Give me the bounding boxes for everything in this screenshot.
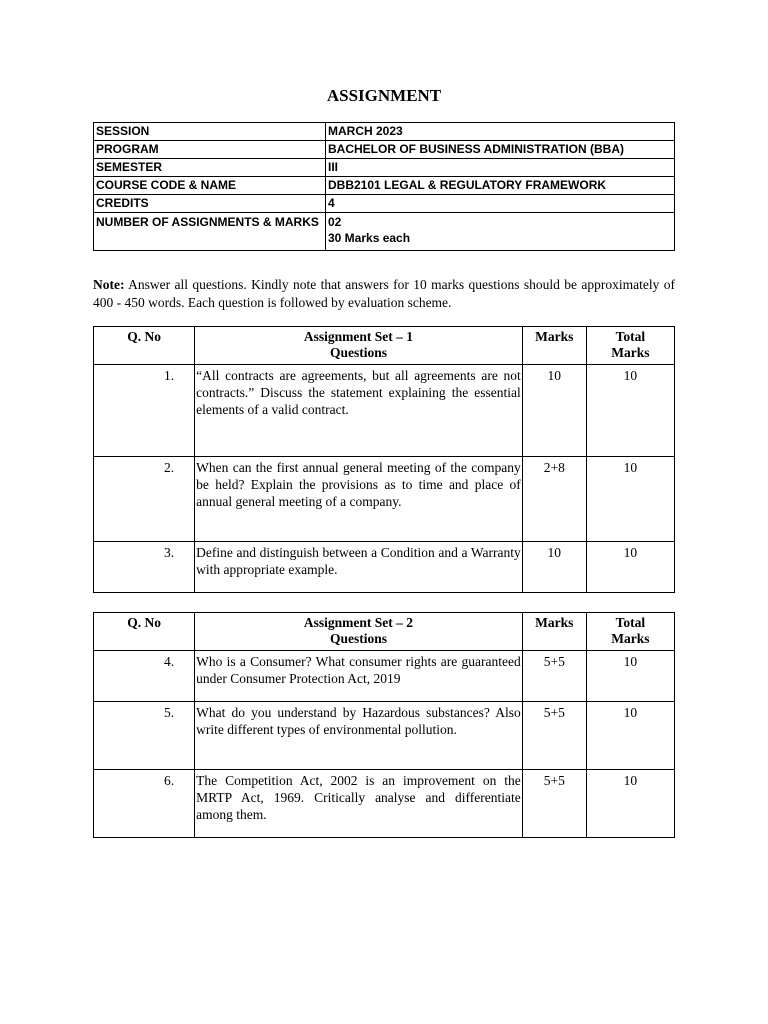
total-header-line2: Marks — [611, 345, 650, 360]
question-marks: 5+5 — [522, 770, 586, 838]
question-number: 2. — [94, 457, 195, 542]
course-info-table — [93, 122, 675, 251]
question-row — [94, 702, 675, 770]
info-label: PROGRAM — [94, 141, 326, 159]
question-text: Who is a Consumer? What consumer rights are guaranteed under Consumer Protection Act, 2019 — [195, 651, 523, 702]
question-text: “All contracts are agreements, but all agreements are not contracts.” Discuss the statement explaining the essential elements of a valid contract. — [195, 365, 523, 457]
question-text: When can the first annual general meeting of the company be held? Explain the provisions as to time and place of annual general meeting of a company. — [195, 457, 523, 542]
info-value: III — [326, 159, 675, 177]
marks-header: Marks — [522, 613, 586, 651]
info-value-line2: 30 Marks each — [328, 231, 411, 245]
question-number: 4. — [94, 651, 195, 702]
question-text: The Competition Act, 2002 is an improvement on the MRTP Act, 1969. Critically analyse and differentiate among them. — [195, 770, 523, 838]
question-total: 10 — [586, 770, 674, 838]
questions-header: Questions — [329, 345, 387, 360]
info-value — [326, 213, 675, 251]
question-marks: 10 — [522, 542, 586, 593]
question-row — [94, 542, 675, 593]
total-header-line1: Total — [615, 615, 646, 630]
question-total: 10 — [586, 365, 674, 457]
info-label: COURSE CODE & NAME — [94, 177, 326, 195]
note-label: Note: — [93, 277, 125, 292]
set-header — [195, 613, 523, 651]
question-number: 3. — [94, 542, 195, 593]
info-row-course — [94, 177, 675, 195]
assignment-set-2-table — [93, 612, 675, 838]
question-total: 10 — [586, 702, 674, 770]
header-row — [94, 613, 675, 651]
question-text: What do you understand by Hazardous substances? Also write different types of environmental pollution. — [195, 702, 523, 770]
marks-header: Marks — [522, 327, 586, 365]
question-row — [94, 365, 675, 457]
question-number: 6. — [94, 770, 195, 838]
info-row-session — [94, 123, 675, 141]
info-value: BACHELOR OF BUSINESS ADMINISTRATION (BBA) — [326, 141, 675, 159]
assignment-set-1-table — [93, 326, 675, 593]
note-text: Answer all questions. Kindly note that answers for 10 marks questions should be approximately of 400 - 450 words. Each question is followed by evaluation scheme. — [93, 277, 675, 310]
header-row — [94, 327, 675, 365]
question-total: 10 — [586, 457, 674, 542]
qno-header: Q. No — [94, 327, 195, 365]
set-title: Assignment Set – 2 — [303, 615, 414, 630]
total-marks-header — [586, 613, 674, 651]
set-header — [195, 327, 523, 365]
question-number: 5. — [94, 702, 195, 770]
question-number: 1. — [94, 365, 195, 457]
info-label: NUMBER OF ASSIGNMENTS & MARKS — [94, 213, 326, 251]
info-row-semester — [94, 159, 675, 177]
info-row-program — [94, 141, 675, 159]
info-value: DBB2101 LEGAL & REGULATORY FRAMEWORK — [326, 177, 675, 195]
question-text: Define and distinguish between a Condition and a Warranty with appropriate example. — [195, 542, 523, 593]
info-label: CREDITS — [94, 195, 326, 213]
total-marks-header — [586, 327, 674, 365]
question-row — [94, 651, 675, 702]
info-value: 4 — [326, 195, 675, 213]
question-total: 10 — [586, 651, 674, 702]
qno-header: Q. No — [94, 613, 195, 651]
info-label: SEMESTER — [94, 159, 326, 177]
question-total: 10 — [586, 542, 674, 593]
set-title: Assignment Set – 1 — [303, 329, 414, 344]
info-label: SESSION — [94, 123, 326, 141]
question-row — [94, 457, 675, 542]
info-value-line1: 02 — [328, 215, 342, 229]
question-marks: 5+5 — [522, 651, 586, 702]
question-row — [94, 770, 675, 838]
info-row-assignments — [94, 213, 675, 251]
info-row-credits — [94, 195, 675, 213]
question-marks: 5+5 — [522, 702, 586, 770]
total-header-line1: Total — [615, 329, 646, 344]
questions-header: Questions — [329, 631, 387, 646]
total-header-line2: Marks — [611, 631, 650, 646]
info-value: MARCH 2023 — [326, 123, 675, 141]
question-marks: 10 — [522, 365, 586, 457]
question-marks: 2+8 — [522, 457, 586, 542]
note-paragraph — [93, 276, 675, 312]
page-title: ASSIGNMENT — [326, 86, 442, 105]
